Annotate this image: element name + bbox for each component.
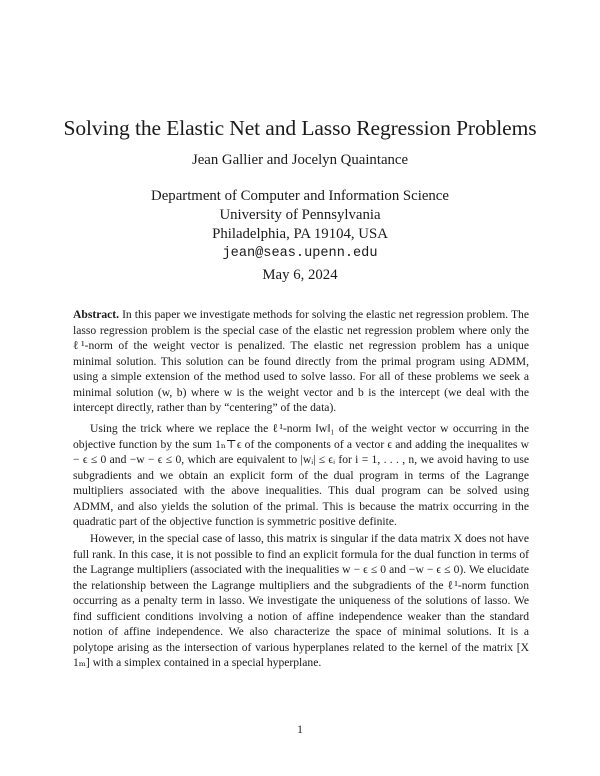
paper-authors: Jean Gallier and Jocelyn Quaintance xyxy=(191,152,409,168)
abstract xyxy=(73,307,529,416)
paper-title: Solving the Elastic Net and Lasso Regression Problems xyxy=(63,116,537,140)
abstract-label: Abstract. xyxy=(73,308,120,321)
abstract-text: In this paper we investigate methods for solving the elastic net regression problem. The lasso regression problem is the special case of the elastic net regression problem where only the ℓ¹-norm of the weight vector is penalized. The elastic net regression problem has a unique minimal solution. This solution can be found directly from the primal program using ADMM, using a simple extension of the method used to solve lasso. For all of these problems we seek a minimal solution (w, b) where w is the weight vector and b is the intercept (we deal with the intercept directly, rather than by “centering” of the data). xyxy=(73,308,529,414)
author-email: jean@seas.upenn.edu xyxy=(222,246,378,261)
paragraph-3: However, in the special case of lasso, this matrix is singular if the data matrix X does not have full rank. In this case, it is not possible to find an explicit formula for the dual function in terms of the Lagrange multipliers (associated with the inequalities w − ϵ ≤ 0 and −w − ϵ ≤ 0). We elucidate the relationship between the Lagrange multipliers and the subgradients of the ℓ¹-norm function occurring as a penalty term in lasso. We investigate the uniqueness of the solutions of lasso. We find sufficient conditions involving a notion of affine independence weaker than the standard notion of affine independence. We also characterize the space of minimal solutions. It is a polytope arising as the intersection of various hyperplanes related to the kernel of the matrix [X 1ₘ] with a simplex contained in a special hyperplane. xyxy=(73,532,529,669)
paper-date: May 6, 2024 xyxy=(262,267,338,283)
paragraph-2: Using the trick where we replace the ℓ¹-norm ‖w‖₁ of the weight vector w occurring in the objective function by the sum 1ₙ⊤ϵ of the components of a vector ϵ and adding the inequalites w − ϵ ≤ 0 and −w − ϵ ≤ 0, which are equivalent to |wᵢ| ≤ ϵᵢ for i = 1, . . . , n, we avoid having to use subgradients and we obtain an explicit form of the dual program in terms of the Lagrange multipliers associated with the above inequalities. This dual program can be solved using ADMM, and also yields the solution of the primal. This is because the matrix occurring in the quadratic part of the objective function is symmetric positive definite. xyxy=(73,422,529,528)
affiliation-department: Department of Computer and Information Science xyxy=(151,188,449,204)
affiliation-university: University of Pennsylvania xyxy=(219,207,381,223)
page-number: 1 xyxy=(297,723,303,736)
affiliation xyxy=(0,187,600,263)
affiliation-city: Philadelphia, PA 19104, USA xyxy=(212,226,388,242)
